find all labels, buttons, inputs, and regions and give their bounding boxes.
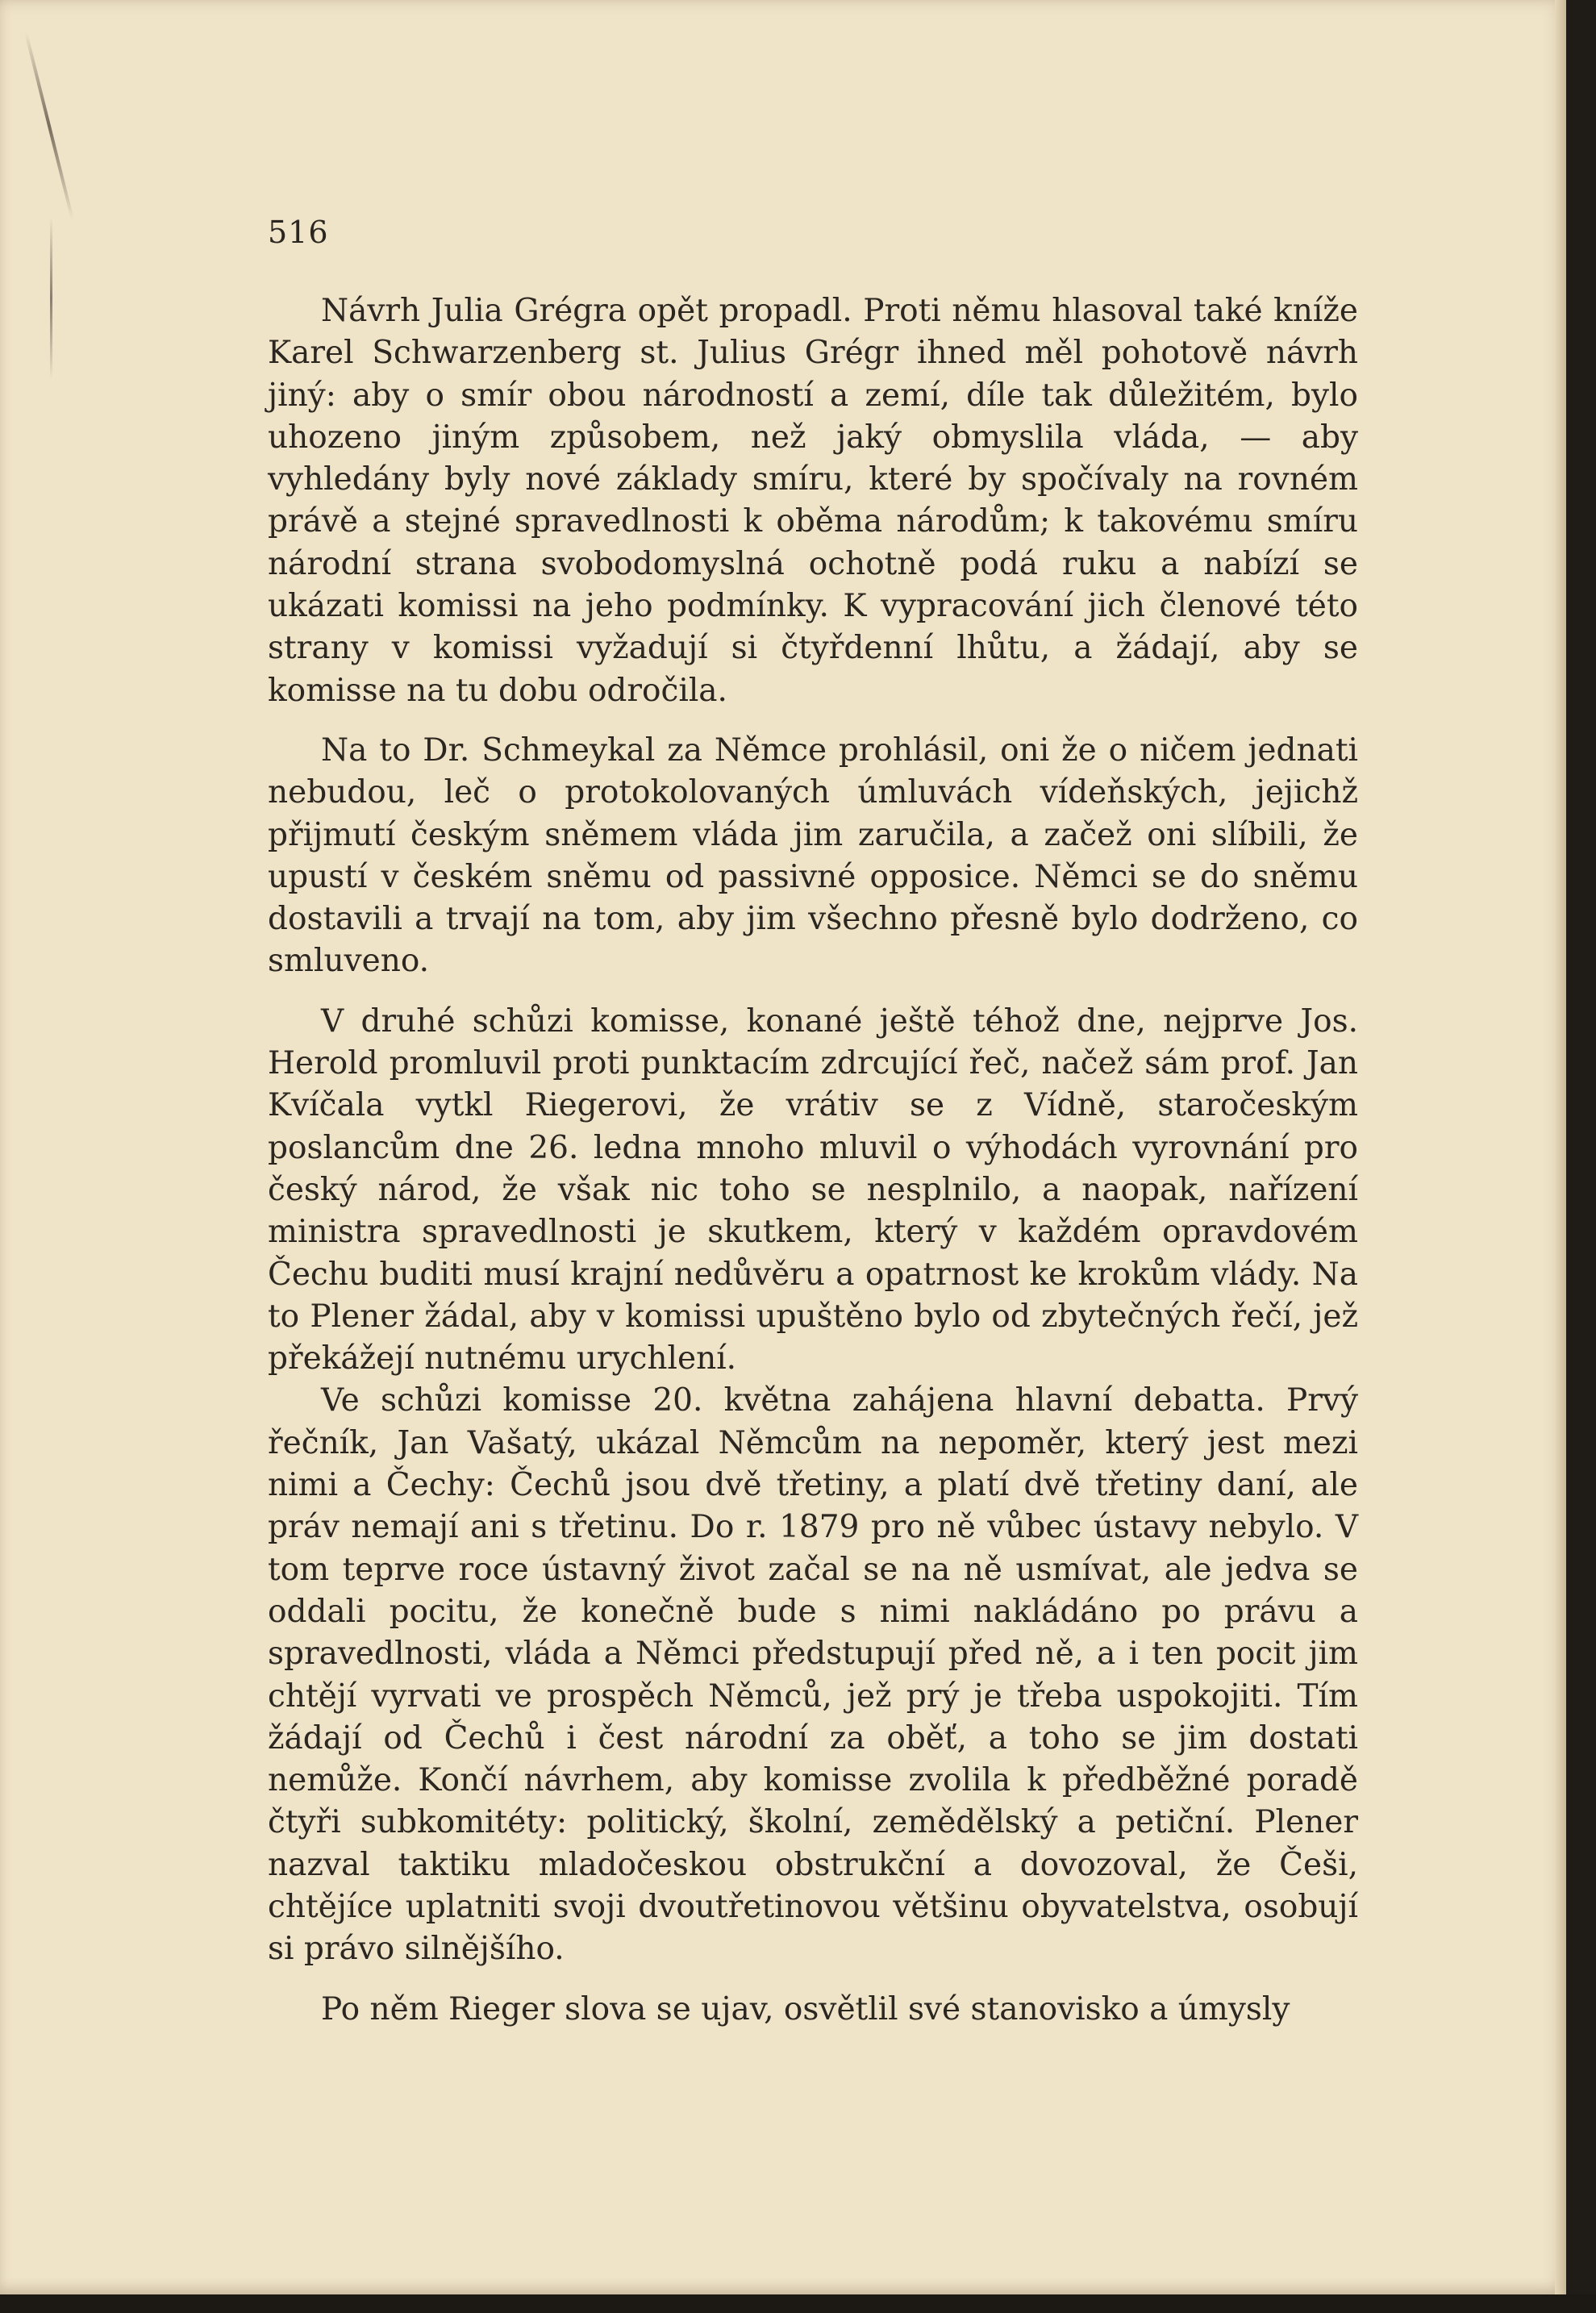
page-fold-mark <box>24 31 74 220</box>
paragraph: Po něm Rieger slova se ujav, osvětlil své stanovisko a úmysly <box>321 1990 1290 2028</box>
page-edge <box>1555 0 1566 2294</box>
page-number: 516 <box>268 215 329 250</box>
page-fold-mark <box>50 218 52 379</box>
paragraph: V druhé schůzi komisse, konané ještě téhož dne, nejprve Jos. Herold promluvil proti punktacím zdrcující řeč, načež sám prof. Jan Kvíčala vytkl Riegerovi, že vrátiv se z Vídně, staročeským poslancům dne 26. ledna mnoho mluvil o výhodách vyrovnání pro český národ, že však nic toho se nesplnilo, a naopak, nařízení ministra spravedlnosti je skutkem, který v každém opravdovém Čechu buditi musí krajní nedůvěru a opatrnost ke krokům vlády. Na to Plener žádal, aby v komissi upuštěno bylo od zbytečných řečí, jež překážejí nutnému urychlení. <box>268 1002 1358 1377</box>
body-text <box>268 290 1358 2031</box>
paragraph: Ve schůzi komisse 20. května zahájena hlavní debatta. Prvý řečník, Jan Vašatý, ukázal Němcům na nepoměr, který jest mezi nimi a Čechy: Čechů jsou dvě třetiny, a platí dvě třetiny daní, ale práv nemají ani s třetinu. Do r. 1879 pro ně vůbec ústavy nebylo. V tom teprve roce ústavný život začal se na ně usmívat, ale jedva se oddali pocitu, že konečně bude s nimi nakládáno po právu a spravedlnosti, vláda a Němci předstupují před ně, a i ten pocit jim chtějí vyrvati ve prospěch Němců, jež prý je třeba uspokojiti. Tím žádají od Čechů i čest národní za oběť, a toho se jim dostati nemůže. Končí návrhem, aby komisse zvolila k předběžné poradě čtyři subkomitéty: politický, školní, zemědělský a petiční. Plener nazval taktiku mladočeskou obstrukční a dovozoval, že Češi, chtějíce uplatniti svoji dvoutřetinovou většinu obyvatelstva, osobují si právo silnějšího. <box>268 1382 1358 1968</box>
scan-border <box>0 2294 1596 2313</box>
paragraph: Návrh Julia Grégra opět propadl. Proti němu hlasoval také kníže Karel Schwarzenberg st. Julius Grégr ihned měl pohotově návrh jiný: aby o smír obou národností a zemí, díle tak důležitém, bylo uhozeno jiným způsobem, než jaký obmyslila vláda, — aby vyhledány byly nové základy smíru, které by spočívaly na rovném právě a stejné spravedlnosti k oběma národům; k takovému smíru národní strana svobodomyslná ochotně podá ruku a nabízí se ukázati komissi na jeho podmínky. K vypracování jich členové této strany v komissi vyžadují si čtyřdenní lhůtu, a žádají, aby se komisse na tu dobu odročila. <box>268 293 1358 709</box>
paragraph: Na to Dr. Schmeykal za Němce prohlásil, oni že o ničem jednati nebudou, leč o protokolovaných úmluvách vídeňských, jejichž přijmutí českým sněmem vláda jim zaručila, a začež oni slíbili, že upustí v českém sněmu od passivné opposice. Němci se do sněmu dostavili a trvají na tom, aby jim všechno přesně bylo dodrženo, co smluveno. <box>268 731 1358 980</box>
